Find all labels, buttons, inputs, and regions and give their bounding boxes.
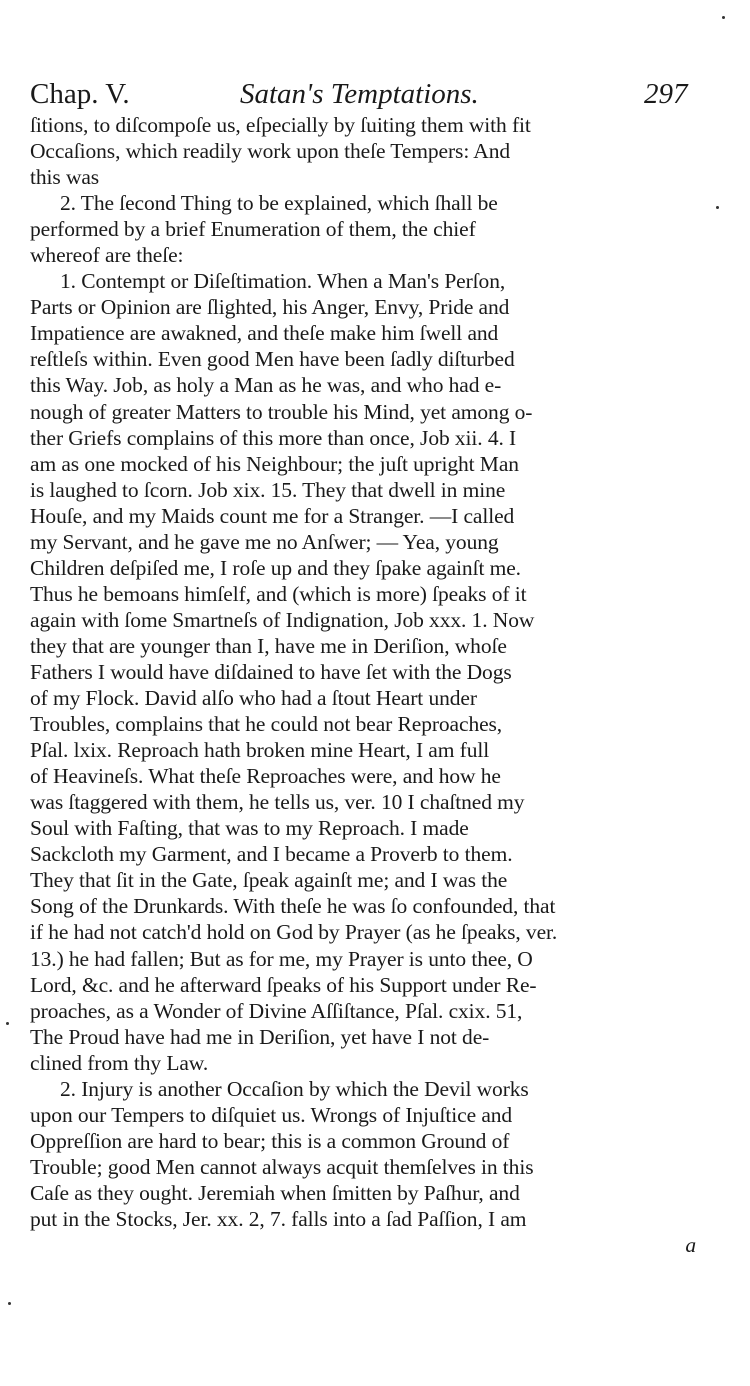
scan-speck — [722, 16, 725, 19]
text-line: if he had not catch'd hold on God by Prayer (as he ſpeaks, ver. — [30, 920, 558, 945]
scan-speck — [6, 1022, 9, 1025]
text-line: Fathers I would have diſdained to have ſet with the Dogs — [30, 659, 512, 684]
text-line: Trouble; good Men cannot always acquit themſelves in this — [30, 1154, 534, 1179]
text-line: Impatience are awakned, and theſe make him ſwell and — [30, 321, 499, 346]
text-line: The Proud have had me in Deriſion, yet have I not de- — [30, 1024, 490, 1049]
text-line: am as one mocked of his Neighbour; the juſt upright Man — [30, 451, 519, 476]
text-line: was ſtaggered with them, he tells us, ver. 10 I chaſtned my — [30, 790, 525, 815]
text-line: Soul with Faſting, that was to my Reproach. I made — [30, 816, 469, 841]
text-line: ther Griefs complains of this more than once, Job xii. 4. I — [30, 425, 517, 450]
text-line: proaches, as a Wonder of Divine Aſſiſtance, Pſal. cxix. 51, — [30, 998, 523, 1023]
text-line: performed by a brief Enumeration of them, the chief — [30, 217, 476, 242]
text-line: Caſe as they ought. Jeremiah when ſmitten by Paſhur, and — [30, 1180, 520, 1205]
text-line: Song of the Drunkards. With theſe he was ſo confounded, that — [30, 894, 556, 919]
text-line: Troubles, complains that he could not bear Reproaches, — [30, 712, 503, 737]
text-line: of my Flock. David alſo who had a ſtout Heart under — [30, 686, 477, 711]
text-line: nough of greater Matters to trouble his Mind, yet among o- — [30, 399, 533, 424]
running-title: Satan's Temptations. — [240, 78, 479, 110]
text-line: reſtleſs within. Even good Men have been ſadly diſturbed — [30, 347, 515, 372]
text-line: Pſal. lxix. Reproach hath broken mine Heart, I am full — [30, 738, 490, 763]
text-line: Parts or Opinion are ſlighted, his Anger, Envy, Pride and — [30, 295, 510, 320]
text-line: Oppreſſion are hard to bear; this is a common Ground of — [30, 1128, 510, 1153]
page-number: 297 — [644, 78, 688, 110]
text-line: upon our Tempers to diſquiet us. Wrongs of Injuſtice and — [30, 1102, 513, 1127]
text-line: this was — [30, 165, 100, 190]
chapter-label: Chap. V. — [30, 78, 130, 110]
running-header — [30, 74, 710, 114]
text-line: Houſe, and my Maids count me for a Stranger. —I called — [30, 503, 515, 528]
text-line: they that are younger than I, have me in Deriſion, whoſe — [30, 633, 507, 658]
text-line: Occaſions, which readily work upon theſe Tempers: And — [30, 139, 511, 164]
text-line: my Servant, and he gave me no Anſwer; — Yea, young — [30, 529, 499, 554]
catchword: a — [685, 1233, 696, 1258]
text-line: Thus he bemoans himſelf, and (which is more) ſpeaks of it — [30, 581, 527, 606]
text-line: They that ſit in the Gate, ſpeak againſt me; and I was the — [30, 868, 508, 893]
text-line: of Heavineſs. What theſe Reproaches were, and how he — [30, 764, 501, 789]
text-line: Lord, &c. and he afterward ſpeaks of his Support under Re- — [30, 972, 537, 997]
text-line: 13.) he had fallen; But as for me, my Prayer is unto thee, O — [30, 946, 533, 971]
text-line: is laughed to ſcorn. Job xix. 15. They that dwell in mine — [30, 477, 506, 502]
text-line: this Way. Job, as holy a Man as he was, and who had e- — [30, 373, 502, 398]
text-line: 2. Injury is another Occaſion by which the Devil works — [60, 1076, 529, 1101]
scan-speck — [8, 1302, 11, 1305]
text-line: 2. The ſecond Thing to be explained, which ſhall be — [60, 191, 498, 216]
text-line: ſitions, to diſcompoſe us, eſpecially by ſuiting them with fit — [30, 113, 531, 137]
text-line: whereof are theſe: — [30, 243, 184, 268]
text-line: again with ſome Smartneſs of Indignation, Job xxx. 1. Now — [30, 607, 535, 632]
page-body — [30, 112, 710, 1258]
text-line: 1. Contempt or Diſeſtimation. When a Man's Perſon, — [60, 269, 506, 294]
text-line: put in the Stocks, Jer. xx. 2, 7. falls into a ſad Paſſion, I am — [30, 1206, 527, 1231]
scan-speck — [716, 206, 719, 209]
text-line: Children deſpiſed me, I roſe up and they ſpake againſt me. — [30, 555, 521, 580]
text-line: Sackcloth my Garment, and I became a Proverb to them. — [30, 842, 513, 867]
text-line: clined from thy Law. — [30, 1050, 209, 1075]
